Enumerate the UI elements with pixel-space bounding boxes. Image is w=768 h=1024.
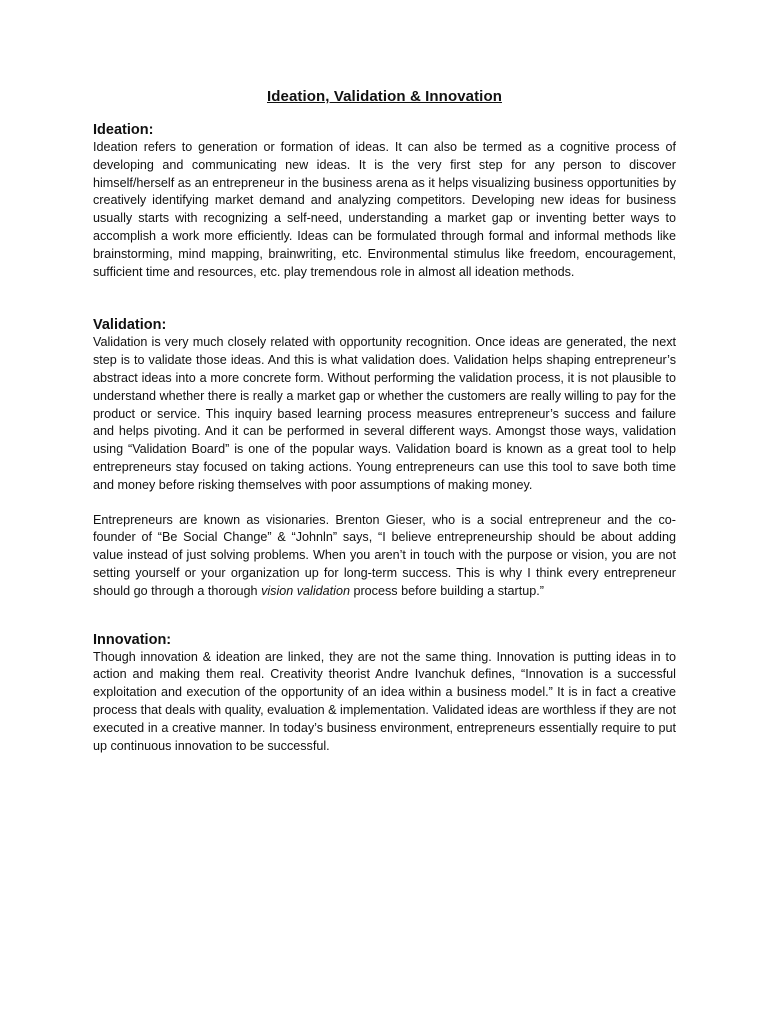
innovation-heading: Innovation: [93, 631, 172, 648]
section-spacer [93, 281, 676, 316]
innovation-paragraph: Though innovation & ideation are linked, they are not the same thing. Innovation is putting ideas in to action and making them real. Creativity theorist Andre Ivanchuk defines, “Innovation is a successful exploitation and execution of the opportunity of an idea within a business model.” It is in fact a creative process that deals with quality, evaluation & implementation. Validated ideas are worthless if they are not executed in a creative manner. In today’s business environment, entrepreneurs essentially require to put up continuous innovation to be successful. [93, 649, 676, 753]
quote-italic-phrase: vision validation [261, 583, 350, 598]
document-title: Ideation, Validation & Innovation [267, 88, 502, 105]
quote-paragraph [93, 512, 676, 601]
ideation-paragraph: Ideation refers to generation or formation of ideas. It can also be termed as a cognitive process of developing and communicating new ideas. It is the very first step for any person to discover himself/herself as an entrepreneur in the business arena as it helps visualizing business opportunities by creatively identifying market demand and analyzing competitors. Developing new ideas for business usually starts with recognizing a self-need, understanding a market gap or inventing better ways to accomplish a work more efficiently. Ideas can be formulated through formal and informal methods like brainstorming, mind mapping, brainwriting, etc. Environmental stimulus like freedom, encouragement, sufficient time and resources, etc. play tremendous role in almost all ideation methods. [93, 140, 676, 279]
validation-paragraph: Validation is very much closely related with opportunity recognition. Once ideas are generated, the next step is to validate those ideas. And this is what validation does. Validation helps shaping entrepreneur’s abstract ideas into a more concrete form. Without performing the validation process, it is not plausible to understand whether there is really a market gap or whether the customers are really willing to pay for the product or service. This inquiry based learning process measures entrepreneur’s success and failure and helps pivoting. And it can be performed in several different ways. Amongst those ways, validation using “Validation Board” is one of the popular ways. Validation board is known as a great tool to help entrepreneurs stay focused on taking actions. Young entrepreneurs can use this tool to save both time and money before risking themselves with poor assumptions of making money. [93, 335, 676, 492]
ideation-heading: Ideation: [93, 122, 154, 138]
quote-text-end: process before building a startup.” [349, 583, 544, 598]
section-spacer [93, 601, 676, 631]
document-page [93, 88, 676, 755]
quote-text-start: Entrepreneurs are known as visionaries. Brenton Gieser, who is a social entrepreneur and the co-founder of “Be Social Change” & “Johnln” says, “I believe entrepreneurship should be about adding value instead of just solving problems. When you aren’t in touch with the purpose or vision, you are not setting yourself or your organization up for long-term success. This is why I think every entrepreneur should go through a thorough [93, 512, 676, 598]
paragraph-spacer [93, 495, 676, 512]
validation-heading: Validation: [93, 317, 167, 334]
